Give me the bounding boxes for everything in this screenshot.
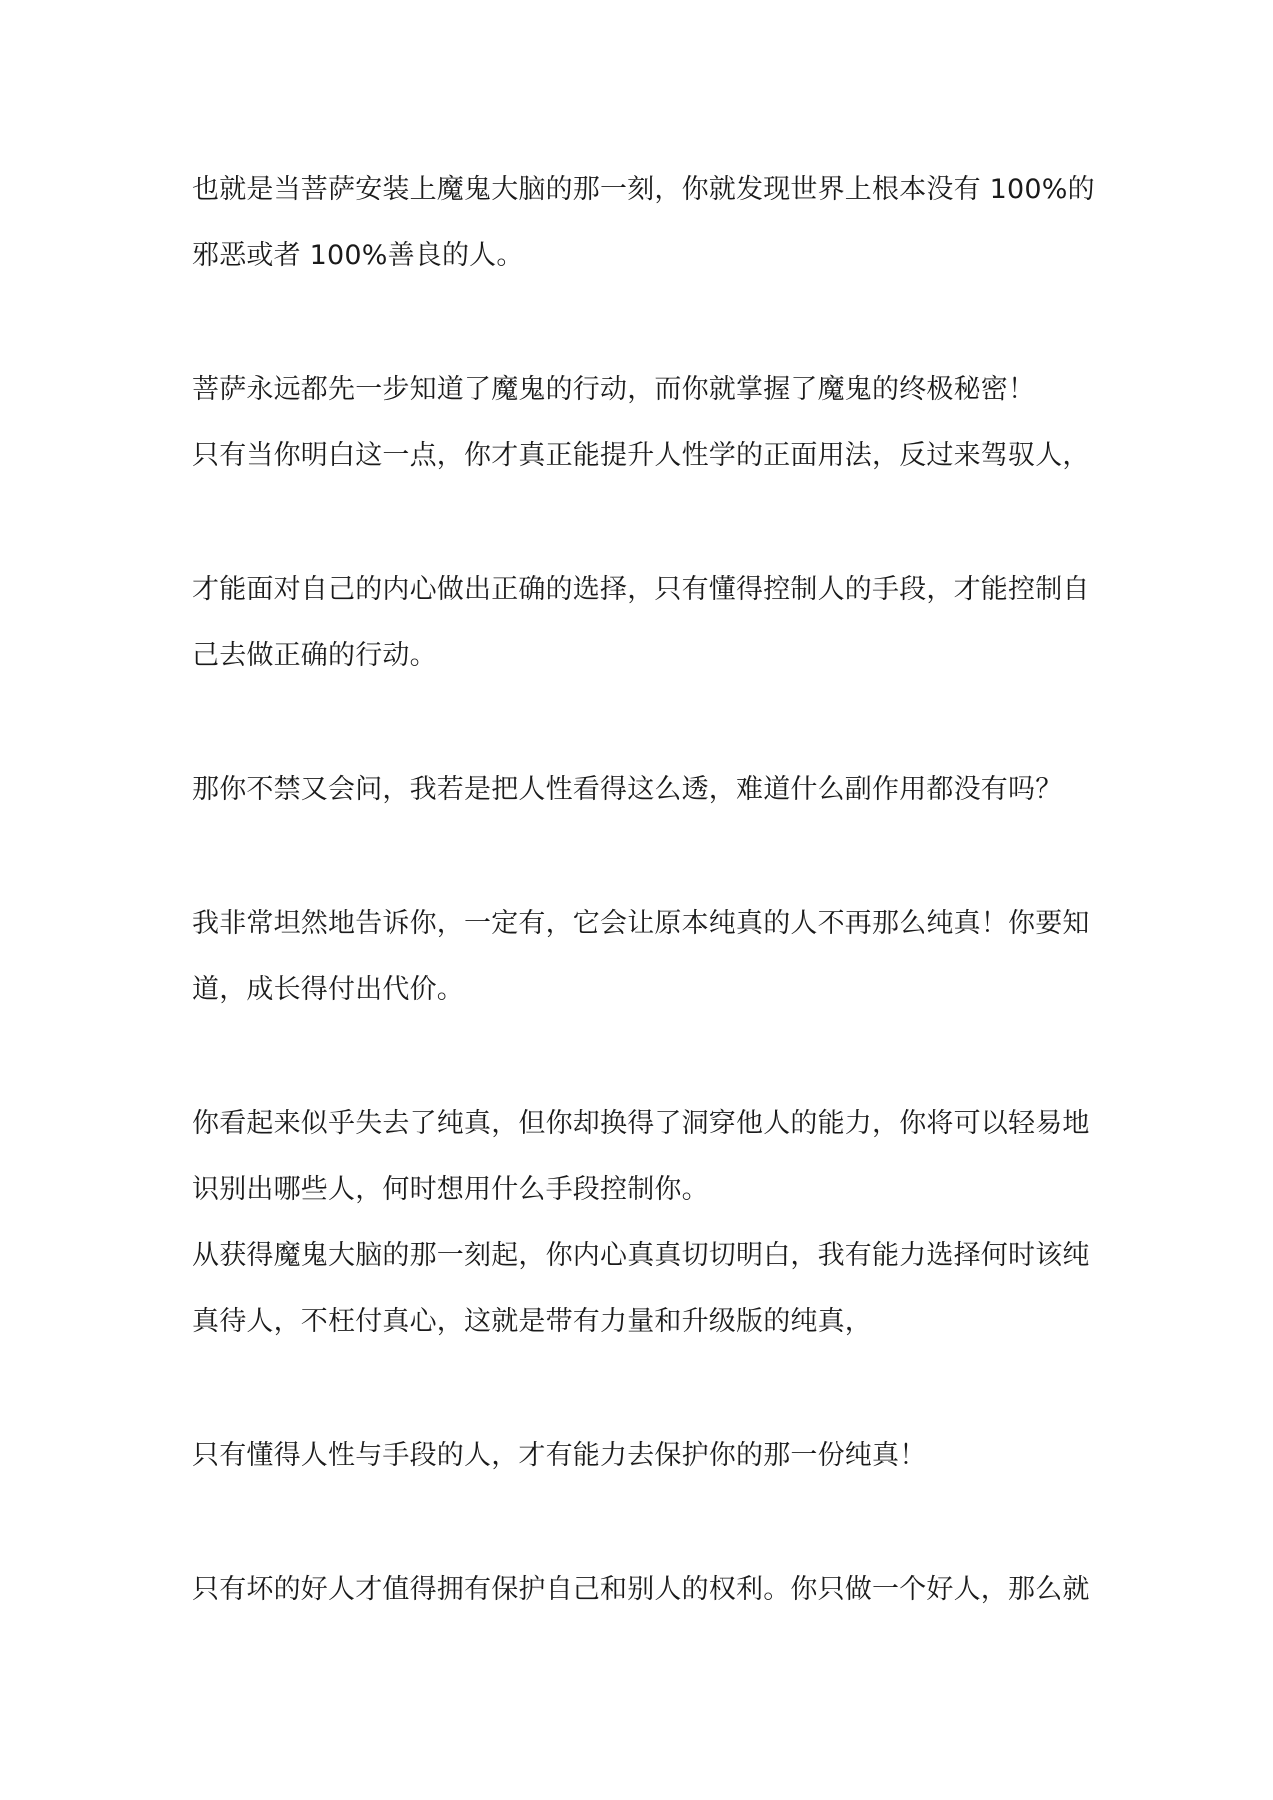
text-line: 只有坏的好人才值得拥有保护自己和别人的权利。你只做一个好人，那么就 xyxy=(192,1574,1090,1605)
text-line: 只有懂得人性与手段的人，才有能力去保护你的那一份纯真！ xyxy=(192,1440,927,1471)
text-line: 也就是当菩萨安装上魔鬼大脑的那一刻，你就发现世界上根本没有 100%的 xyxy=(192,174,1095,205)
text-line: 邪恶或者 100%善良的人。 xyxy=(192,240,524,271)
text-line: 我非常坦然地告诉你，一定有，它会让原本纯真的人不再那么纯真！你要知 xyxy=(192,908,1090,939)
text-line: 菩萨永远都先一步知道了魔鬼的行动，而你就掌握了魔鬼的终极秘密！ xyxy=(192,374,1036,405)
text-line: 真待人，不枉付真心，这就是带有力量和升级版的纯真， xyxy=(192,1306,872,1337)
text-line: 识别出哪些人，何时想用什么手段控制你。 xyxy=(192,1174,709,1205)
text-line: 才能面对自己的内心做出正确的选择，只有懂得控制人的手段，才能控制自 xyxy=(192,574,1090,605)
text-line: 那你不禁又会问，我若是把人性看得这么透，难道什么副作用都没有吗？ xyxy=(192,774,1063,805)
text-line: 己去做正确的行动。 xyxy=(192,640,437,671)
text-line: 你看起来似乎失去了纯真，但你却换得了洞穿他人的能力，你将可以轻易地 xyxy=(192,1108,1090,1139)
text-line: 只有当你明白这一点，你才真正能提升人性学的正面用法，反过来驾驭人， xyxy=(192,440,1090,471)
text-line: 从获得魔鬼大脑的那一刻起，你内心真真切切明白，我有能力选择何时该纯 xyxy=(192,1240,1090,1271)
text-line: 道，成长得付出代价。 xyxy=(192,974,464,1005)
